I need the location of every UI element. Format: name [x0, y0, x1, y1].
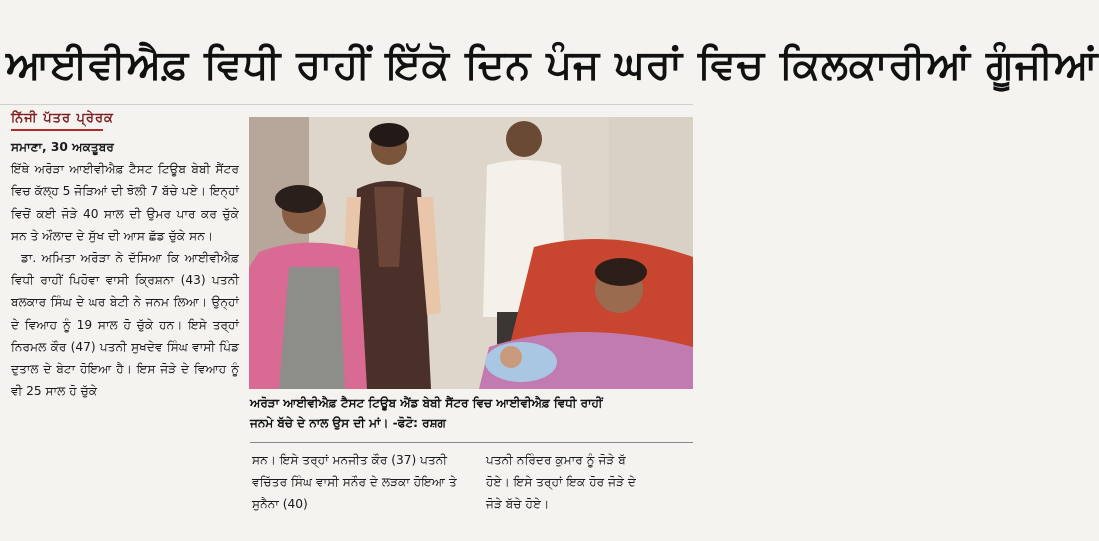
byline-underline [11, 129, 103, 131]
caption-line-1: ਅਰੋੜਾ ਆਈਵੀਐਫ਼ ਟੈਸਟ ਟਿਊਬ ਐਂਡ ਬੇਬੀ ਸੈਂਟਰ ਵਿਚ ਆਈਵੀਐਫ਼ ਵਿਧੀ ਰਾਹੀਂ [250, 396, 603, 410]
photo-caption [250, 393, 693, 437]
right-line-3: ਜੋੜੇ ਬੱਚੇ ਹੋਏ। [486, 497, 550, 512]
right-line-1: ਪਤਨੀ ਨਰਿੰਦਰ ਕੁਮਾਰ ਨੂੰ ਜੋੜੇ ਬੱ [486, 453, 626, 467]
news-photo [249, 117, 693, 389]
right-line-2: ਹੋਏ। ਇਸੇ ਤਰ੍ਹਾਂ ਇਕ ਹੋਰ ਜੋੜੇ ਦੇ [486, 475, 636, 490]
article-right-column [486, 449, 693, 529]
byline: ਨਿੱਜੀ ਪੱਤਰ ਪ੍ਰੇਰਕ [11, 111, 114, 126]
caption-divider [250, 442, 693, 443]
top-divider [0, 104, 693, 105]
dateline: ਸਮਾਣਾ, 30 ਅਕਤੂਬਰ [11, 140, 114, 154]
article-middle-column [252, 449, 477, 529]
article-paragraph-2: ਡਾ. ਅਮਿਤਾ ਅਰੋੜਾ ਨੇ ਦੱਸਿਆ ਕਿ ਆਈਵੀਐਫ਼ ਵਿਧੀ ਰਾਹੀਂ ਪਿਹੋਵਾ ਵਾਸੀ ਕ੍ਰਿਸ਼ਨਾ (43) ਪਤਨੀ ਬਲਕਾਰ ਸਿੰਘ ਦੇ ਘਰ ਬੇਟੀ ਨੇ ਜਨਮ ਲਿਆ। ਉਨ੍ਹਾਂ ਦੇ ਵਿਆਹ ਨੂੰ 19 ਸਾਲ ਹੋ ਚੁੱਕੇ ਹਨ। ਇਸੇ ਤਰ੍ਹਾਂ ਨਿਰਮਲ ਕੌਰ (47) ਪਤਨੀ ਸੁਖਦੇਵ ਸਿੰਘ ਵਾਸੀ ਪਿੰਡ ਦੁਤਾਲ ਦੇ ਬੇਟਾ ਹੋਇਆ ਹੈ। ਇਸ ਜੋੜੇ ਦੇ ਵਿਆਹ ਨੂੰ ਵੀ 25 ਸਾਲ ਹੋ ਚੁੱਕੇ [11, 251, 239, 399]
headline: ਆਈਵੀਐਫ਼ ਵਿਧੀ ਰਾਹੀਂ ਇੱਕੋ ਦਿਨ ਪੰਜ ਘਰਾਂ ਵਿਚ ਕਿਲਕਾਰੀਆਂ ਗੂੰਜੀਆਂ [6, 42, 1099, 88]
article-paragraph-1: ਇੱਥੇ ਅਰੋੜਾ ਆਈਵੀਐਫ਼ ਟੈਸਟ ਟਿਊਬ ਬੇਬੀ ਸੈਂਟਰ ਵਿਚ ਕੱਲ੍ਹ 5 ਜੋੜਿਆਂ ਦੀ ਝੋਲੀ 7 ਬੱਚੇ ਪਏ। ਇਨ੍ਹਾਂ ਵਿਚੋਂ ਕਈ ਜੋੜੇ 40 ਸਾਲ ਦੀ ਉਮਰ ਪਾਰ ਕਰ ਚੁੱਕੇ ਸਨ ਤੇ ਔਲਾਦ ਦੇ ਸੁੱਖ ਦੀ ਆਸ ਛੱਡ ਚੁੱਕੇ ਸਨ। [11, 162, 239, 243]
article-left-column [11, 136, 239, 528]
middle-paragraph: ਸਨ। ਇਸੇ ਤਰ੍ਹਾਂ ਮਨਜੀਤ ਕੌਰ (37) ਪਤਨੀ ਵਚਿੱਤਰ ਸਿੰਘ ਵਾਸੀ ਸਨੌਰ ਦੇ ਲੜਕਾ ਹੋਇਆ ਤੇ ਸੁਨੈਨਾ (40) [252, 453, 457, 512]
caption-line-2: ਜਨਮੇ ਬੱਚੇ ਦੇ ਨਾਲ ਉਸ ਦੀ ਮਾਂ। -ਫੋਟੋ: ਰਸ਼ਗ [250, 416, 446, 430]
hospital-room-illustration [249, 117, 693, 389]
